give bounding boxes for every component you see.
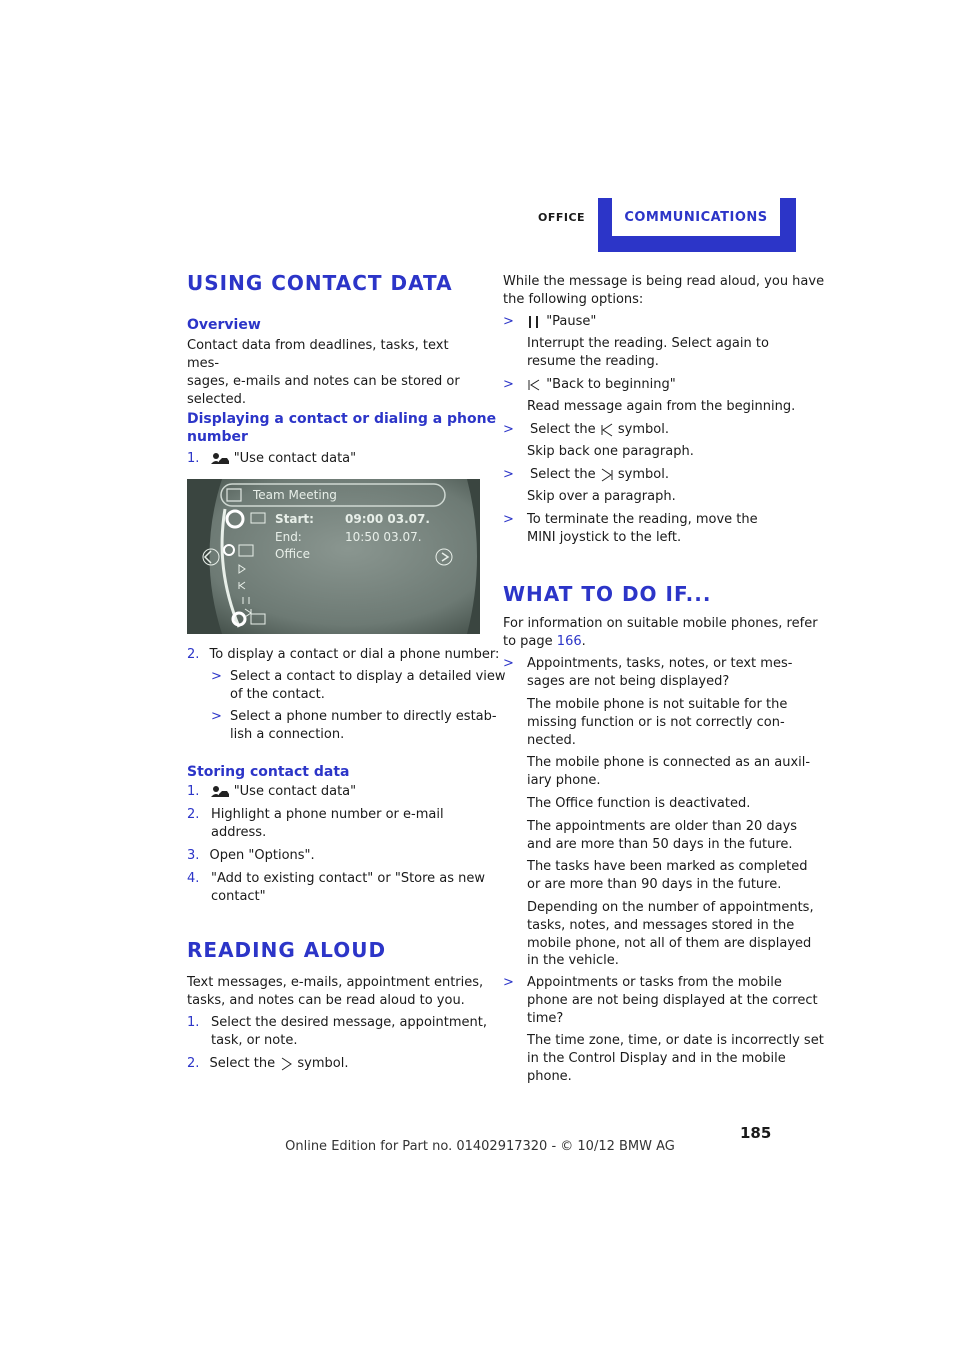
option-back-desc: Read message again from the beginning. <box>527 399 796 414</box>
screen-start-label: Start: <box>275 512 314 526</box>
option-terminate <box>503 511 758 545</box>
header-chapter-label: COMMUNICATIONS <box>624 209 768 225</box>
whatif-1-q1: Appointments, tasks, notes, or text mes- <box>527 656 793 671</box>
whatif-2-q3: time? <box>527 1011 564 1026</box>
bullet-text-line2: of the contact. <box>230 687 325 702</box>
screen-end-value: 10:50 03.07. <box>345 530 422 544</box>
control-display-screenshot <box>187 479 480 634</box>
whatif-1-f1: Depending on the number of appointments, <box>527 900 814 915</box>
option-label: "Pause" <box>546 314 597 329</box>
bullet-marker: > <box>503 377 514 392</box>
info-post: . <box>581 634 586 649</box>
reading-text-line2: tasks, and notes can be read aloud to you. <box>187 993 465 1008</box>
page-number: 185 <box>740 1124 772 1142</box>
bullet-marker: > <box>211 669 222 684</box>
heading-display-contact-line2: number <box>187 429 248 445</box>
whatif-2-a3: phone. <box>527 1069 572 1084</box>
step-text-line2: contact" <box>211 889 266 904</box>
step-text: "Use contact data" <box>233 451 357 466</box>
screen-title: Team Meeting <box>253 488 337 502</box>
option-text-line2: MINI joystick to the left. <box>527 530 682 545</box>
whatif-1-q2: sages are not being displayed? <box>527 674 730 689</box>
whatif-1-d1: The appointments are older than 20 days <box>527 819 798 834</box>
step-text-line2: address. <box>211 825 267 840</box>
whatif-1-c1: The Office function is deactivated. <box>527 796 751 811</box>
whatif-1-e2: or are more than 90 days in the future. <box>527 877 782 892</box>
whatif-item-2 <box>503 974 514 992</box>
whatif-1-a3: nected. <box>527 733 576 748</box>
option-pause <box>503 313 596 331</box>
heading-using-contact-data: USING CONTACT DATA <box>187 271 453 295</box>
whatif-2-q2: phone are not being displayed at the correct <box>527 993 818 1008</box>
step-number: 2. <box>187 807 200 822</box>
reading-step-2 <box>187 1055 349 1073</box>
step-number: 4. <box>187 871 200 886</box>
whatif-1-a1: The mobile phone is not suitable for the <box>527 697 788 712</box>
whatif-1-e1: The tasks have been marked as completed <box>527 859 808 874</box>
step-number: 2. <box>187 647 200 662</box>
step-text: "Use contact data" <box>233 784 357 799</box>
whatif-1-b2: iary phone. <box>527 773 601 788</box>
back-to-beginning-icon <box>526 378 542 392</box>
reading-step-1 <box>187 1014 487 1048</box>
screen-start-value: 09:00 03.07. <box>345 512 430 526</box>
option-pause-desc-line1: Interrupt the reading. Select again to <box>527 336 769 351</box>
option-skip-back-desc: Skip back one paragraph. <box>527 444 694 459</box>
skip-back-symbol-icon <box>600 423 614 437</box>
screen-office-label: Office <box>275 547 311 561</box>
page-link-166[interactable]: 166 <box>556 634 582 649</box>
step-text-pre: Select the <box>209 1056 276 1071</box>
skip-forward-symbol-icon <box>600 468 614 482</box>
option-back-to-beginning <box>503 376 676 394</box>
whatif-1-a2: missing function or is not correctly con- <box>527 715 785 730</box>
pause-icon <box>526 315 542 329</box>
screen-graphic <box>187 479 480 634</box>
bullet-marker: > <box>503 314 514 329</box>
contact-car-icon <box>210 452 230 466</box>
whatif-item-1 <box>503 655 514 673</box>
whatif-1-f3: mobile phone, not all of them are displayed <box>527 936 812 951</box>
step-text: Open "Options". <box>209 848 315 863</box>
option-text-post: symbol. <box>617 467 669 482</box>
whatif-1-b1: The mobile phone is connected as an auxil- <box>527 755 811 770</box>
step-text-line1: "Add to existing contact" or "Store as new <box>211 871 486 886</box>
bullet-marker: > <box>503 512 514 527</box>
step-text-post: symbol. <box>297 1056 349 1071</box>
step-text: To display a contact or dial a phone number: <box>209 647 500 662</box>
bullet-text-line1: Select a phone number to directly estab- <box>230 709 497 724</box>
display-bullet-1 <box>211 668 506 702</box>
bullet-text-line2: lish a connection. <box>230 727 345 742</box>
step-text-line1: Select the desired message, appointment, <box>211 1015 487 1030</box>
store-step-2 <box>187 806 444 840</box>
bullet-text-line1: Select a contact to display a detailed view <box>230 669 506 684</box>
bullet-marker: > <box>503 975 514 990</box>
store-step-1 <box>187 783 356 801</box>
step-number: 1. <box>187 784 200 799</box>
whatif-2-q1: Appointments or tasks from the mobile <box>527 975 782 990</box>
whatif-2-a1: The time zone, time, or date is incorrectly set <box>527 1033 824 1048</box>
option-text-pre: Select the <box>530 422 596 437</box>
bullet-marker: > <box>503 422 514 437</box>
whatif-1-f2: tasks, notes, and messages stored in the <box>527 918 795 933</box>
step-number: 2. <box>187 1056 200 1071</box>
bullet-marker: > <box>503 467 514 482</box>
option-skip-forward <box>503 466 669 484</box>
heading-what-to-do-if: WHAT TO DO IF... <box>503 582 712 606</box>
display-step-1 <box>187 450 356 468</box>
option-text-line1: To terminate the reading, move the <box>527 512 758 527</box>
heading-reading-aloud: READING ALOUD <box>187 938 387 962</box>
whatif-2-a2: in the Control Display and in the mobile <box>527 1051 786 1066</box>
step-number: 1. <box>187 1015 200 1030</box>
heading-storing-contact: Storing contact data <box>187 764 350 780</box>
header-chapter <box>612 198 780 236</box>
store-step-3 <box>187 847 315 865</box>
step-text-line2: task, or note. <box>211 1033 298 1048</box>
screen-end-label: End: <box>275 530 302 544</box>
step-text-line1: Highlight a phone number or e-mail <box>211 807 444 822</box>
play-symbol-icon <box>279 1057 293 1071</box>
options-intro-line1: While the message is being read aloud, you have <box>503 274 825 289</box>
whatif-1-f4: in the vehicle. <box>527 953 619 968</box>
option-pause-desc-line2: resume the reading. <box>527 354 659 369</box>
step-number: 3. <box>187 848 200 863</box>
bullet-marker: > <box>503 656 514 671</box>
option-skip-forward-desc: Skip over a paragraph. <box>527 489 676 504</box>
display-step-2 <box>187 646 499 664</box>
step-number: 1. <box>187 451 200 466</box>
info-pre: to page <box>503 634 553 649</box>
options-intro-line2: the following options: <box>503 292 644 307</box>
store-step-4 <box>187 870 486 904</box>
display-bullet-2 <box>211 708 497 742</box>
reading-text-line1: Text messages, e-mails, appointment entries, <box>187 975 484 990</box>
header-section: OFFICE <box>538 211 586 224</box>
footer-edition: Online Edition for Part no. 01402917320 - © 10/12 BMW AG <box>285 1139 675 1154</box>
info-line2 <box>503 633 586 651</box>
overview-text: Contact data from deadlines, tasks, text mes- sages, e-mails and notes can be stored or selected. <box>187 338 460 407</box>
heading-display-contact-line1: Displaying a contact or dialing a phone <box>187 411 497 427</box>
option-text-post: symbol. <box>617 422 669 437</box>
whatif-1-d2: and are more than 50 days in the future. <box>527 837 793 852</box>
contact-car-icon <box>210 785 230 799</box>
info-line1: For information on suitable mobile phones, refer <box>503 616 818 631</box>
option-label: "Back to beginning" <box>546 377 676 392</box>
option-skip-back <box>503 421 669 439</box>
heading-overview: Overview <box>187 317 261 333</box>
option-text-pre: Select the <box>530 467 596 482</box>
bullet-marker: > <box>211 709 222 724</box>
